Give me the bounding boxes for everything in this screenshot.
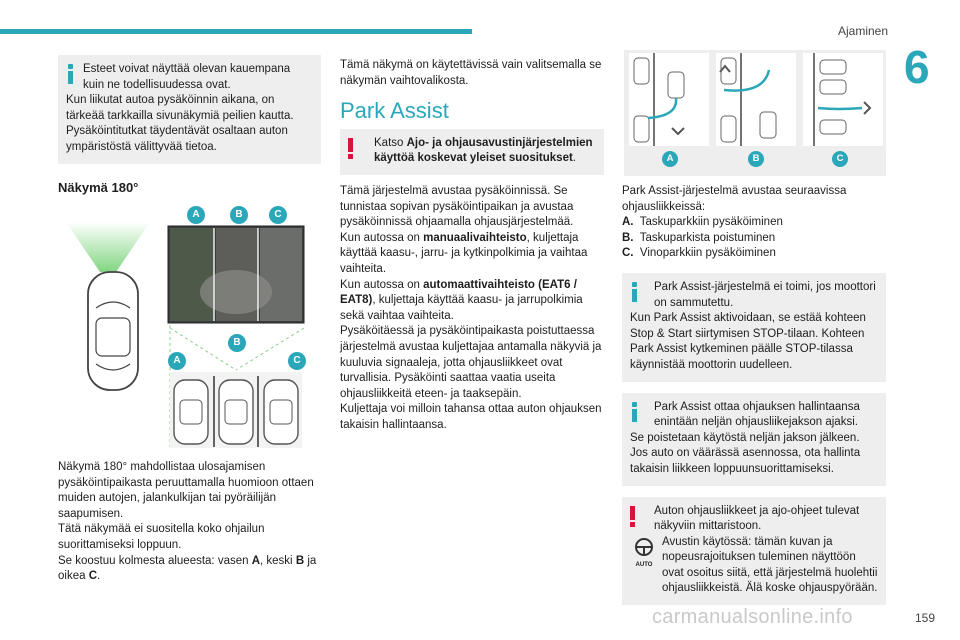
info-icon <box>632 282 637 302</box>
paragraph: Pysäköitäessä ja pysäköintipaikasta poistuttaessa järjestelmä avustaa kuljettajaa antamalla näkyviä ja kuuluvia signaaleja, jotta ohjausliikkeet ovat turvallisia. Pysäköinti saattaa vaatia useita ohjausliikkeitä eteen- ja taaksepäin. <box>340 325 602 400</box>
view-180-illustration <box>58 200 322 450</box>
paragraph: Se koostuu kolmesta alueesta: vasen A, keski B ja oikea C. <box>58 554 317 583</box>
left-body-text <box>58 460 322 585</box>
steering-auto-icon <box>630 537 658 569</box>
list-item: A. Taskuparkkiin pysäköiminen <box>622 216 783 229</box>
right-column <box>622 184 886 605</box>
parked-car <box>264 380 298 444</box>
left-column <box>58 55 321 164</box>
zone-badge-a: A <box>168 352 186 370</box>
info-box <box>622 393 886 486</box>
middle-column <box>340 58 604 433</box>
zone-badge-c: C <box>269 206 287 224</box>
paragraph: Tämä järjestelmä avustaa pysäköinnissä. Se tunnistaa sopivan pysäköintipaikan ja avustaa pysäköinnissä ohjaamalla ohjausjärjestelmää. <box>340 184 574 229</box>
camera-ground <box>200 270 272 314</box>
warning-text: Auton ohjausliikkeet ja ajo-ohjeet tulevat näkyviin mittaristoon. <box>654 504 860 533</box>
auto-label: AUTO <box>635 562 653 569</box>
parked-car <box>219 380 253 444</box>
warning-icon <box>630 506 636 528</box>
watermark: carmanualsonline.info <box>652 606 853 628</box>
zone-badge-b: B <box>228 334 246 352</box>
paragraph: Kun autossa on automaattivaihteisto (EAT6 / EAT8), kuljettaja käyttää kaasu- ja jarrupolkimia sekä vaihtaa vaihteita. <box>340 278 583 322</box>
maneuver-badge-b: B <box>748 151 764 167</box>
paragraph: Kuljettaja voi milloin tahansa ottaa auton ohjauksen takaisin hallintaansa. <box>340 403 602 431</box>
page-number: 159 <box>915 611 936 625</box>
info-icon <box>632 402 637 422</box>
warning-icon <box>348 138 354 160</box>
intro-text: Tämä näkymä on käytettävissä vain valitsemalla se näkymän vaihtovalikosta. <box>340 59 602 87</box>
info-box <box>622 273 886 382</box>
info-text: Se poistetaan käytöstä neljän jakson jälkeen. Jos auto on väärässä asennossa, ota hallinta takaisin liikkeen loppuunsuorittamiseksi. <box>630 431 861 475</box>
info-text: Park Assist-järjestelmä ei toimi, jos moottori on sammutettu. <box>654 280 876 309</box>
warning-text: Avustin käytössä: tämän kuvan ja nopeusrajoituksen tuleminen näyttöön ovat osoitus siitä, että järjestelmä huolehtii ohjausliikkeistä. Älä koske ohjauspyörään. <box>662 535 878 595</box>
maneuver-badge-a: A <box>662 151 678 167</box>
info-text: Kun liikutat autoa pysäköinnin aikana, on tärkeää tarkkailla sivunäkymiä peilien kautta. <box>66 94 294 122</box>
info-text: Park Assist ottaa ohjauksen hallintaansa enintään neljän ohjausliikejakson ajaksi. <box>654 400 860 429</box>
paragraph: Tätä näkymää ei suositella koko ohjailun suorittamiseksi loppuun. <box>58 523 265 551</box>
info-text: Esteet voivat näyttää olevan kauempana kuin ne todellisuudessa ovat. <box>83 63 291 91</box>
camera-zone-right <box>260 228 302 321</box>
list-item: C. Vinoparkkiin pysäköiminen <box>622 247 776 260</box>
info-box <box>58 55 321 164</box>
info-text: Kun Park Assist aktivoidaan, se estää kohteen Stop & Start siirtymisen STOP-tilaan. Kohteen Park Assist kytkeminen päälle STOP-tilassa käynnistää moottorin uudelleen. <box>630 312 866 371</box>
section-subtitle: Näkymä 180° <box>58 180 139 195</box>
car-top-view <box>88 272 138 390</box>
paragraph: Näkymä 180° mahdollistaa ulosajamisen pysäköintipaikasta peruuttamalla huomioon ottaen muiden autojen, jalankulkijan tai pyöräilijän saapumisen. <box>58 461 314 520</box>
warning-box <box>340 129 604 175</box>
view-180-figure <box>58 200 322 450</box>
park-assist-figure <box>624 50 886 176</box>
chapter-number: 6 <box>904 41 930 93</box>
info-icon <box>68 64 73 84</box>
section-title: Park Assist <box>340 98 449 124</box>
warning-text: Katso Ajo- ja ohjausavustinjärjestelmien käyttöä koskevat yleiset suositukset. <box>374 136 593 165</box>
zone-badge-b: B <box>230 206 248 224</box>
maneuver-badge-c: C <box>832 151 848 167</box>
camera-field-cone <box>66 222 150 272</box>
info-text: Pysäköintitutkat täydentävät osaltaan auton ympäristöstä välittyvää tietoa. <box>66 125 288 153</box>
warning-box <box>622 497 886 606</box>
paragraph: Kun autossa on manuaalivaihteisto, kuljettaja käyttää kaasu-, jarru- ja kytkinpolkimia ja vaihtaa vaihteita. <box>340 231 588 275</box>
intro-text: Park Assist-järjestelmä avustaa seuraavissa ohjausliikkeissä: <box>622 185 847 213</box>
parked-car <box>174 380 208 444</box>
zone-badge-a: A <box>187 206 205 224</box>
chapter-title: Ajaminen <box>838 24 889 38</box>
camera-zone-left <box>170 228 214 321</box>
chapter-color-bar <box>0 29 472 34</box>
zone-badge-c: C <box>288 352 306 370</box>
list-item: B. Taskuparkista poistuminen <box>622 231 776 244</box>
